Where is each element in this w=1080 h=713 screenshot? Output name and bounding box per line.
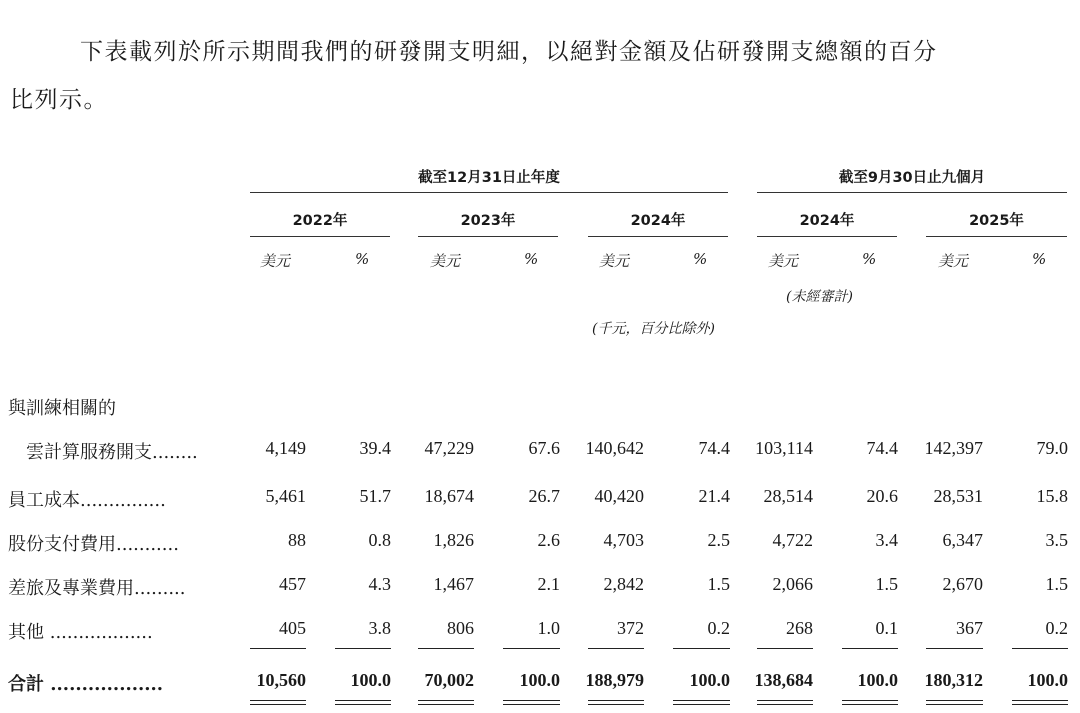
year-rule-2023: [418, 236, 558, 237]
cell-usd-2024: 4,703: [603, 530, 644, 550]
year-rule-2024: [588, 236, 728, 237]
unit-pct-2024: %: [693, 250, 708, 268]
subtotal-rule: [673, 648, 730, 649]
cell-usd-2023: 47,229: [424, 438, 474, 458]
cell-pct-2024-nine: 0.1: [875, 618, 898, 638]
subtotal-rule: [1012, 648, 1068, 649]
cell-usd-2025: 28,531: [933, 486, 983, 506]
cell-pct-2023: 2.6: [537, 530, 560, 550]
cell-usd-2023: 1,826: [433, 530, 474, 550]
year-header-2023: 2023年: [460, 213, 516, 229]
cell-usd-2023: 18,674: [424, 486, 474, 506]
cell-pct-2022: 4.3: [368, 574, 391, 594]
year-rule-2022: [250, 236, 390, 237]
total-pct-2022: 100.0: [350, 670, 391, 690]
year-header-2024: 2024年: [630, 213, 686, 229]
unit-usd-2024: 美元: [599, 252, 630, 270]
total-pct-2023: 100.0: [519, 670, 560, 690]
total-double-rule: [673, 700, 730, 701]
cell-usd-2023: 1,467: [433, 574, 474, 594]
cell-pct-2023: 26.7: [528, 486, 560, 506]
total-double-rule: [926, 700, 983, 701]
cell-usd-2024-nine: 103,114: [755, 438, 813, 458]
cell-pct-2024: 74.4: [698, 438, 730, 458]
cell-usd-2022: 405: [279, 618, 306, 638]
subtotal-rule: [418, 648, 474, 649]
total-double-rule: [757, 700, 813, 701]
unit-usd-2023: 美元: [430, 252, 461, 270]
cell-pct-2022: 51.7: [359, 486, 391, 506]
group-header-nine-months: 截至9月30日止九個月: [838, 170, 986, 186]
cell-usd-2025: 142,397: [924, 438, 983, 458]
total-double-rule: [673, 704, 730, 705]
cell-pct-2024-nine: 74.4: [866, 438, 898, 458]
cell-usd-2024: 40,420: [594, 486, 644, 506]
unit-usd-2022: 美元: [260, 252, 291, 270]
intro-line-1: 下表載列於所示期間我們的研發開支明細，以絕對金額及佔研發開支總額的百分: [80, 39, 938, 65]
cell-usd-2022: 4,149: [265, 438, 306, 458]
cell-pct-2025: 15.8: [1036, 486, 1068, 506]
cell-pct-2024: 2.5: [707, 530, 730, 550]
total-double-rule: [418, 700, 474, 701]
year-rule-2025: [926, 236, 1067, 237]
total-double-rule: [250, 700, 306, 701]
total-pct-2025: 100.0: [1027, 670, 1068, 690]
cell-usd-2023: 806: [447, 618, 474, 638]
unit-pct-2023: %: [524, 250, 539, 268]
subtotal-rule: [588, 648, 644, 649]
row-label: 差旅及專業費用.........: [8, 578, 186, 599]
unit-usd-2025: 美元: [938, 252, 969, 270]
total-double-rule: [503, 700, 560, 701]
total-double-rule: [503, 704, 560, 705]
subtotal-rule: [926, 648, 983, 649]
cell-pct-2025: 1.5: [1045, 574, 1068, 594]
subtotal-rule: [503, 648, 560, 649]
group-header-nine-rule: [757, 192, 1067, 193]
year-rule-2024-nine: [757, 236, 897, 237]
total-usd-2024-nine: 138,684: [754, 670, 813, 690]
total-double-rule: [842, 704, 898, 705]
total-usd-2024: 188,979: [585, 670, 644, 690]
intro-line-2: 比列示。: [10, 87, 108, 113]
total-double-rule: [250, 704, 306, 705]
unit-pct-2024-nine: %: [862, 250, 877, 268]
total-double-rule: [842, 700, 898, 701]
cell-pct-2025: 79.0: [1036, 438, 1068, 458]
total-double-rule: [588, 704, 644, 705]
cell-pct-2024-nine: 1.5: [875, 574, 898, 594]
subtotal-rule: [250, 648, 306, 649]
cell-usd-2022: 88: [288, 530, 306, 550]
total-double-rule: [1012, 700, 1068, 701]
year-header-2024-nine: 2024年: [799, 213, 855, 229]
total-double-rule: [1012, 704, 1068, 705]
cell-usd-2025: 367: [956, 618, 983, 638]
cell-usd-2024-nine: 268: [786, 618, 813, 638]
total-double-rule: [335, 700, 391, 701]
cell-usd-2025: 6,347: [942, 530, 983, 550]
year-header-2022: 2022年: [292, 213, 348, 229]
total-pct-2024-nine: 100.0: [857, 670, 898, 690]
cell-usd-2022: 5,461: [265, 486, 306, 506]
thousands-note: (千元，百分比除外): [592, 321, 715, 337]
row-label: 股份支付費用...........: [8, 534, 179, 555]
subtotal-rule: [842, 648, 898, 649]
cell-pct-2022: 3.8: [368, 618, 391, 638]
cell-pct-2023: 67.6: [528, 438, 560, 458]
cell-pct-2024-nine: 3.4: [875, 530, 898, 550]
cell-pct-2022: 0.8: [368, 530, 391, 550]
total-usd-2023: 70,002: [424, 670, 474, 690]
row-label: 其他 ..................: [8, 622, 153, 643]
total-double-rule: [926, 704, 983, 705]
subtotal-rule: [757, 648, 813, 649]
group-header-year: 截至12月31日止年度: [418, 170, 560, 186]
cell-pct-2024: 1.5: [707, 574, 730, 594]
cell-pct-2022: 39.4: [359, 438, 391, 458]
cell-usd-2022: 457: [279, 574, 306, 594]
cell-usd-2024: 372: [617, 618, 644, 638]
year-header-2025: 2025年: [969, 213, 1024, 229]
subtotal-rule: [335, 648, 391, 649]
unit-usd-2024-nine: 美元: [768, 252, 799, 270]
cell-usd-2024: 2,842: [603, 574, 644, 594]
cell-pct-2023: 1.0: [537, 618, 560, 638]
total-double-rule: [757, 704, 813, 705]
total-usd-2025: 180,312: [924, 670, 983, 690]
total-double-rule: [335, 704, 391, 705]
unit-pct-2022: %: [355, 250, 370, 268]
total-pct-2024: 100.0: [689, 670, 730, 690]
cell-pct-2025: 0.2: [1045, 618, 1068, 638]
cell-pct-2025: 3.5: [1045, 530, 1068, 550]
cell-pct-2024: 0.2: [707, 618, 730, 638]
cell-usd-2024: 140,642: [585, 438, 644, 458]
unit-pct-2025: %: [1032, 250, 1047, 268]
row-label-prefix: 與訓練相關的: [8, 398, 116, 419]
cell-pct-2024: 21.4: [698, 486, 730, 506]
unaudited-note: (未經審計): [786, 289, 853, 305]
total-label: 合計 ..................: [8, 674, 164, 695]
intro-paragraph: [10, 28, 1070, 124]
cell-usd-2024-nine: 2,066: [772, 574, 813, 594]
group-header-year-rule: [250, 192, 728, 193]
total-double-rule: [588, 700, 644, 701]
cell-pct-2023: 2.1: [537, 574, 560, 594]
cell-usd-2025: 2,670: [942, 574, 983, 594]
row-label: 雲計算服務開支........: [26, 442, 198, 463]
cell-usd-2024-nine: 4,722: [772, 530, 813, 550]
cell-usd-2024-nine: 28,514: [763, 486, 813, 506]
row-label: 員工成本...............: [8, 490, 166, 511]
cell-pct-2024-nine: 20.6: [866, 486, 898, 506]
total-double-rule: [418, 704, 474, 705]
total-usd-2022: 10,560: [256, 670, 306, 690]
